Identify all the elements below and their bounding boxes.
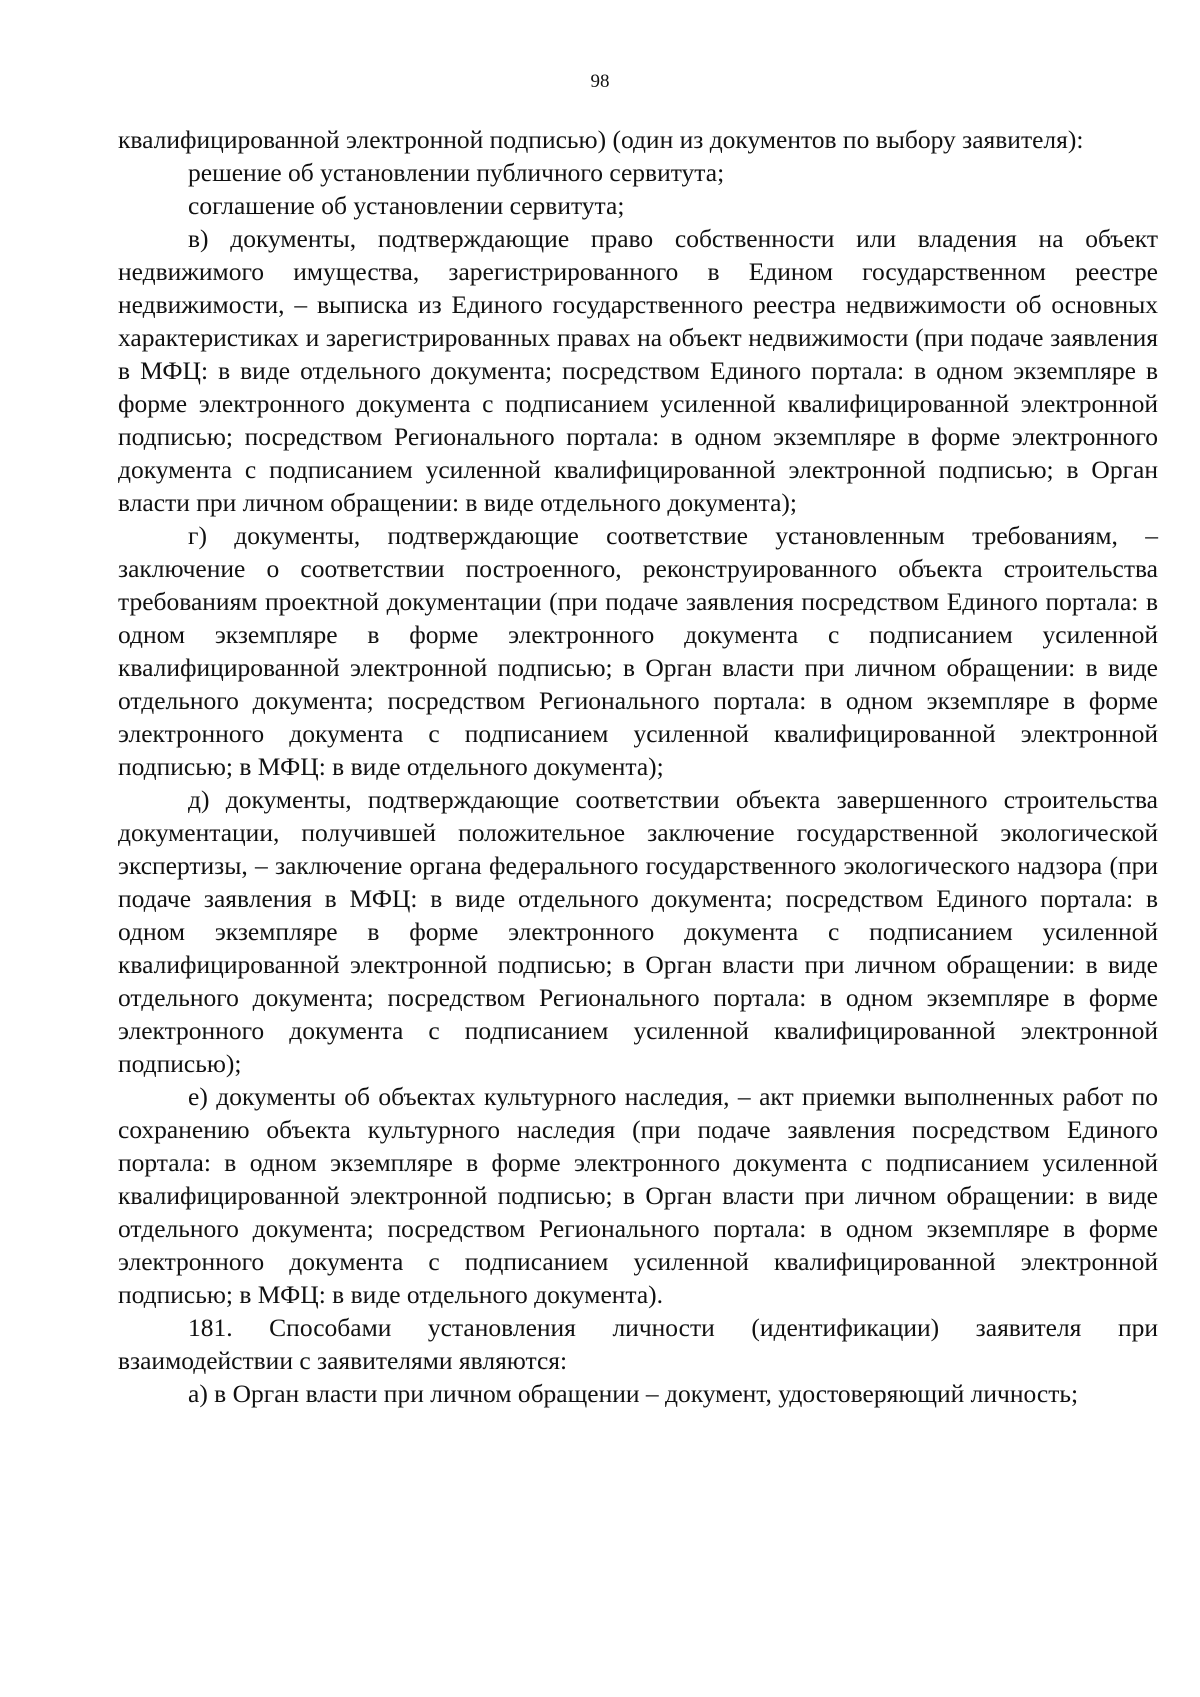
paragraph-section-181: 181. Способами установления личности (идентификации) заявителя при взаимодействии с заявителями являются:: [118, 1313, 1158, 1375]
paragraph-item-a: а) в Орган власти при личном обращении – документ, удостоверяющий личность;: [188, 1379, 1079, 1408]
document-body: [118, 123, 1158, 1410]
paragraph-public-servitude-decision: решение об установлении публичного сервитута;: [188, 158, 725, 187]
paragraph-continuation: квалифицированной электронной подписью) (один из документов по выбору заявителя):: [118, 125, 1084, 154]
paragraph-servitude-agreement: соглашение об установлении сервитута;: [188, 191, 625, 220]
page-number: 98: [590, 71, 610, 92]
paragraph-item-d: д) документы, подтверждающие соответствии объекта завершенного строительства документации, получившей положительное заключение государственной экологической экспертизы, – заключение органа федерального государственного экологического надзора (при подаче заявления в МФЦ: в виде отдельного документа; посредством Единого портала: в одном экземпляре в форме электронного документа с подписанием усиленной квалифицированной электронной подписью; в Орган власти при личном обращении: в виде отдельного документа; посредством Регионального портала: в одном экземпляре в форме электронного документа с подписанием усиленной квалифицированной электронной подписью);: [118, 785, 1158, 1078]
paragraph-item-e: е) документы об объектах культурного наследия, – акт приемки выполненных работ по сохранению объекта культурного наследия (при подаче заявления посредством Единого портала: в одном экземпляре в форме электронного документа с подписанием усиленной квалифицированной электронной подписью; в Орган власти при личном обращении: в виде отдельного документа; посредством Регионального портала: в одном экземпляре в форме электронного документа с подписанием усиленной квалифицированной электронной подписью; в МФЦ: в виде отдельного документа).: [118, 1082, 1158, 1309]
paragraph-item-v: в) документы, подтверждающие право собственности или владения на объект недвижимого имущества, зарегистрированного в Едином государственном реестре недвижимости, – выписка из Единого государственного реестра недвижимости об основных характеристиках и зарегистрированных правах на объект недвижимости (при подаче заявления в МФЦ: в виде отдельного документа; посредством Единого портала: в одном экземпляре в форме электронного документа с подписанием усиленной квалифицированной электронной подписью; посредством Регионального портала: в одном экземпляре в форме электронного документа с подписанием усиленной квалифицированной электронной подписью; в Орган власти при личном обращении: в виде отдельного документа);: [118, 224, 1158, 517]
paragraph-item-g: г) документы, подтверждающие соответствие установленным требованиям, – заключение о соответствии построенного, реконструированного объекта строительства требованиям проектной документации (при подаче заявления посредством Единого портала: в одном экземпляре в форме электронного документа с подписанием усиленной квалифицированной электронной подписью; в Орган власти при личном обращении: в виде отдельного документа; посредством Регионального портала: в одном экземпляре в форме электронного документа с подписанием усиленной квалифицированной электронной подписью; в МФЦ: в виде отдельного документа);: [118, 521, 1158, 781]
